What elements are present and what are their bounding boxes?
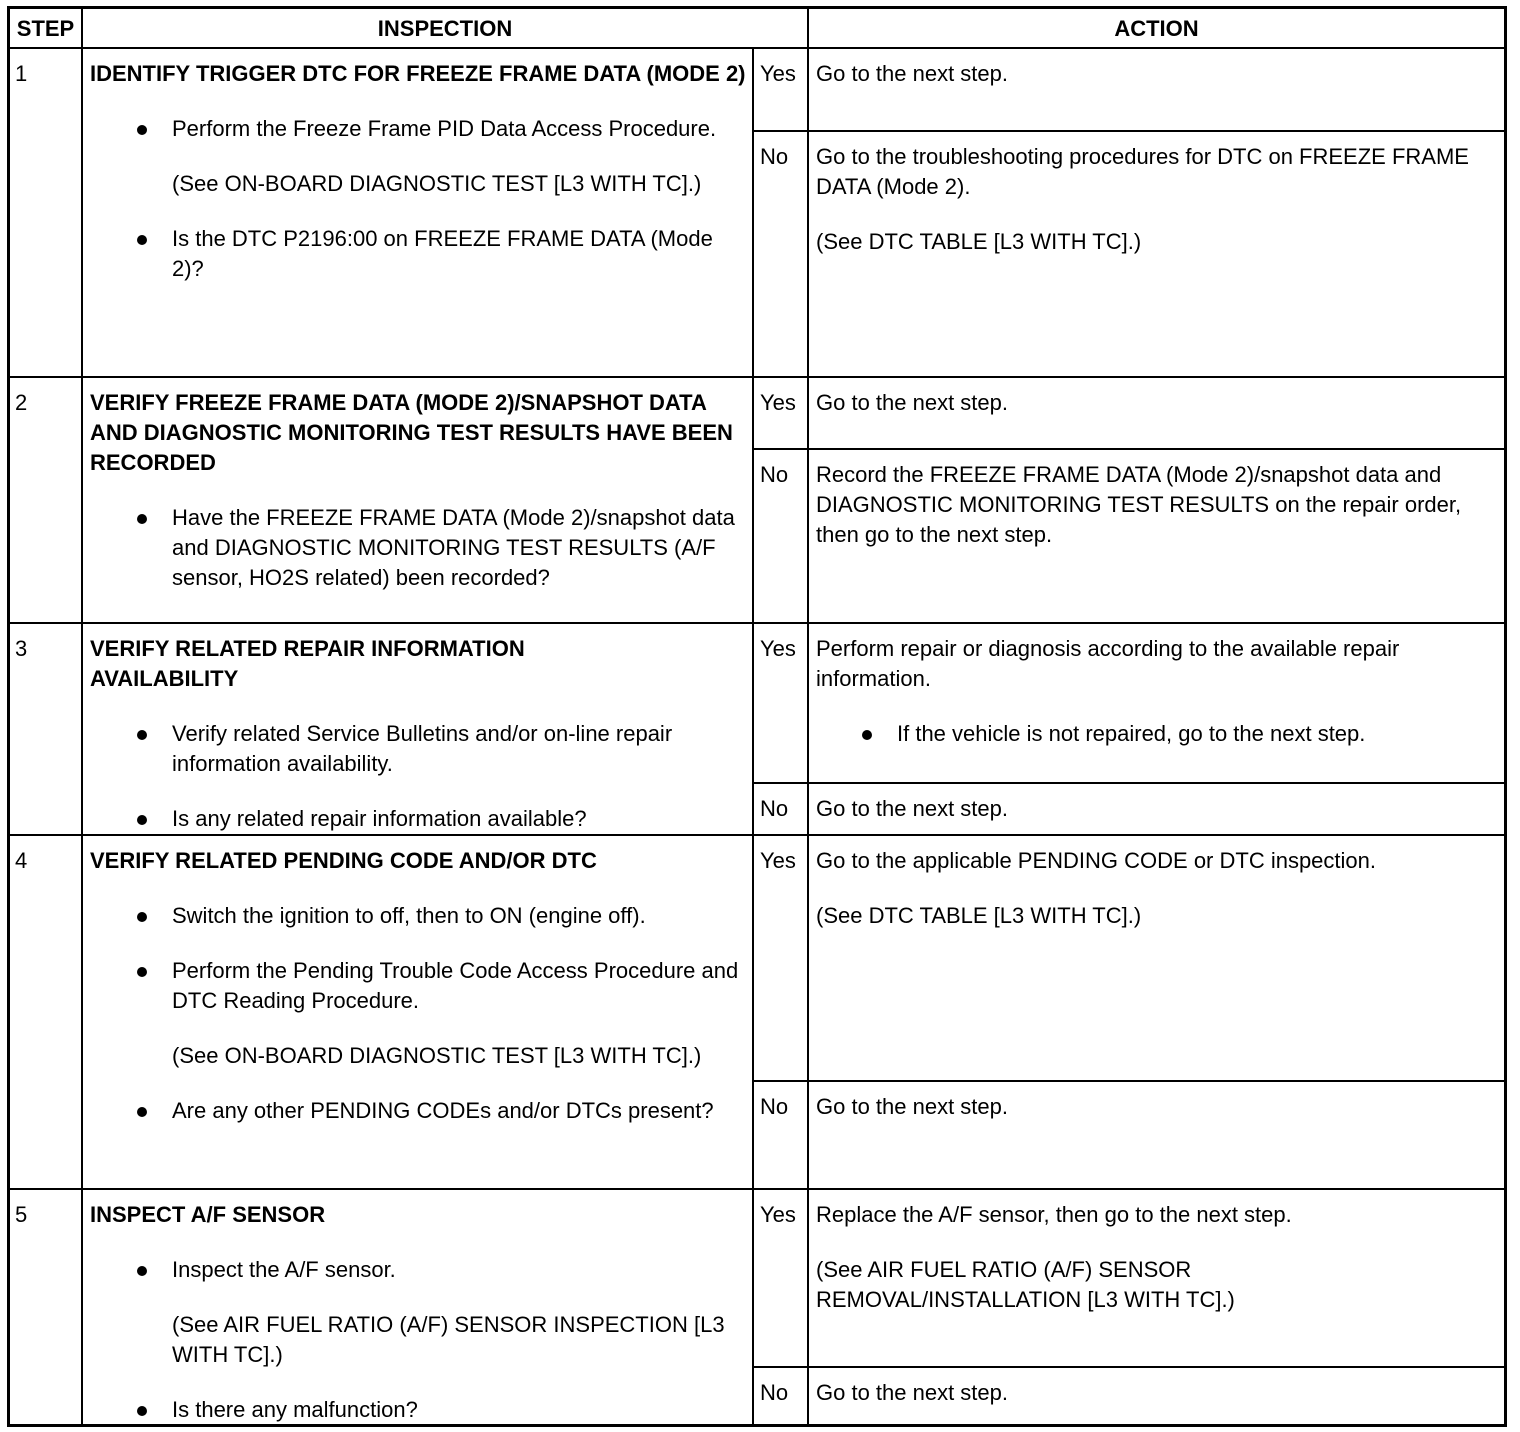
bullet-item: Are any other PENDING CODEs and/or DTCs present? (90, 1096, 748, 1126)
header-action: ACTION (1114, 16, 1199, 41)
step-title: VERIFY FREEZE FRAME DATA (MODE 2)/SNAPSHOT DATA AND DIAGNOSTIC MONITORING TEST RESULTS HAVE BEEN RECORDED (90, 390, 733, 475)
bullet-icon (137, 730, 147, 740)
bullet-item: Verify related Service Bulletins and/or on-line repair information availability. (90, 719, 748, 779)
step-number: 4 (15, 848, 28, 873)
header-step: STEP (16, 16, 75, 41)
reference-note: (See ON-BOARD DIAGNOSTIC TEST [L3 WITH TC].) (172, 171, 702, 196)
bullet-icon (137, 125, 147, 135)
bullet-icon (137, 1406, 147, 1416)
bullet-icon (137, 1107, 147, 1117)
bullet-item: Perform the Freeze Frame PID Data Access Procedure. (90, 114, 748, 144)
bullet-item: Inspect the A/F sensor. (90, 1255, 748, 1285)
header-inspection: INSPECTION (377, 16, 513, 41)
bullet-icon (137, 912, 147, 922)
bullet-item: Is the DTC P2196:00 on FREEZE FRAME DATA (Mode 2)? (90, 224, 748, 284)
step-title: VERIFY RELATED PENDING CODE AND/OR DTC (90, 848, 597, 873)
reference-note: (See AIR FUEL RATIO (A/F) SENSOR REMOVAL/INSTALLATION [L3 WITH TC].) (816, 1257, 1235, 1312)
no-label: No (760, 144, 789, 169)
bullet-item: If the vehicle is not repaired, go to the next step. (816, 719, 1498, 749)
bullet-icon (137, 1266, 147, 1276)
bullet-item: Is there any malfunction? (90, 1395, 748, 1425)
step-number: 3 (15, 636, 28, 661)
bullet-icon (862, 730, 872, 740)
bullet-item: Perform the Pending Trouble Code Access Procedure and DTC Reading Procedure. (90, 956, 748, 1016)
bullet-icon (137, 815, 147, 825)
yes-label: Yes (760, 390, 796, 415)
yes-label: Yes (760, 848, 796, 873)
no-label: No (760, 462, 789, 487)
yes-label: Yes (760, 1202, 796, 1227)
step-inspection (83, 378, 752, 593)
step-title: VERIFY RELATED REPAIR INFORMATION AVAILABILITY (90, 636, 525, 691)
no-label: No (760, 1094, 789, 1119)
reference-note: (See DTC TABLE [L3 WITH TC].) (816, 229, 1142, 254)
step-title: INSPECT A/F SENSOR (90, 1202, 326, 1227)
yes-action: Replace the A/F sensor, then go to the next step. (See AIR FUEL RATIO (A/F) SENSOR REMOVAL/INSTALLATION [L3 WITH TC].) (809, 1190, 1504, 1315)
bullet-icon (137, 235, 147, 245)
yes-action: Go to the applicable PENDING CODE or DTC inspection. (See DTC TABLE [L3 WITH TC].) (809, 836, 1504, 931)
yes-action: Go to the next step. (816, 390, 1009, 415)
yes-action: Go to the next step. (816, 61, 1009, 86)
step-inspection (83, 624, 752, 834)
step-number: 1 (15, 61, 28, 86)
no-label: No (760, 1380, 789, 1405)
no-action: Go to the next step. (816, 1380, 1009, 1405)
step-title: IDENTIFY TRIGGER DTC FOR FREEZE FRAME DATA (MODE 2) (90, 61, 746, 86)
step-inspection (83, 49, 752, 284)
step-inspection (83, 836, 752, 1126)
step-inspection (83, 1190, 752, 1425)
yes-label: Yes (760, 61, 796, 86)
bullet-icon (137, 514, 147, 524)
no-action: Go to the next step. (816, 796, 1009, 821)
bullet-item: Have the FREEZE FRAME DATA (Mode 2)/snapshot data and DIAGNOSTIC MONITORING TEST RESULTS (A/F sensor, HO2S related) been recorded? (90, 503, 748, 593)
no-action: Go to the next step. (816, 1094, 1009, 1119)
bullet-icon (137, 967, 147, 977)
no-action: Go to the troubleshooting procedures for DTC on FREEZE FRAME DATA (Mode 2). (See DTC TABLE [L3 WITH TC].) (809, 132, 1504, 257)
step-number: 5 (15, 1202, 28, 1227)
no-action: Record the FREEZE FRAME DATA (Mode 2)/snapshot data and DIAGNOSTIC MONITORING TEST RESULTS on the repair order, then go to the next step. (816, 462, 1462, 547)
yes-label: Yes (760, 636, 796, 661)
no-label: No (760, 796, 789, 821)
bullet-item: Is any related repair information available? (90, 804, 748, 834)
reference-note: (See AIR FUEL RATIO (A/F) SENSOR INSPECTION [L3 WITH TC].) (172, 1312, 725, 1367)
bullet-item: Switch the ignition to off, then to ON (engine off). (90, 901, 748, 931)
reference-note: (See ON-BOARD DIAGNOSTIC TEST [L3 WITH TC].) (172, 1043, 702, 1068)
reference-note: (See DTC TABLE [L3 WITH TC].) (816, 903, 1142, 928)
yes-action: Perform repair or diagnosis according to the available repair information. If the vehicle is not repaired, go to the next step. (809, 624, 1504, 749)
table-border-right (1504, 6, 1507, 1427)
step-number: 2 (15, 390, 28, 415)
